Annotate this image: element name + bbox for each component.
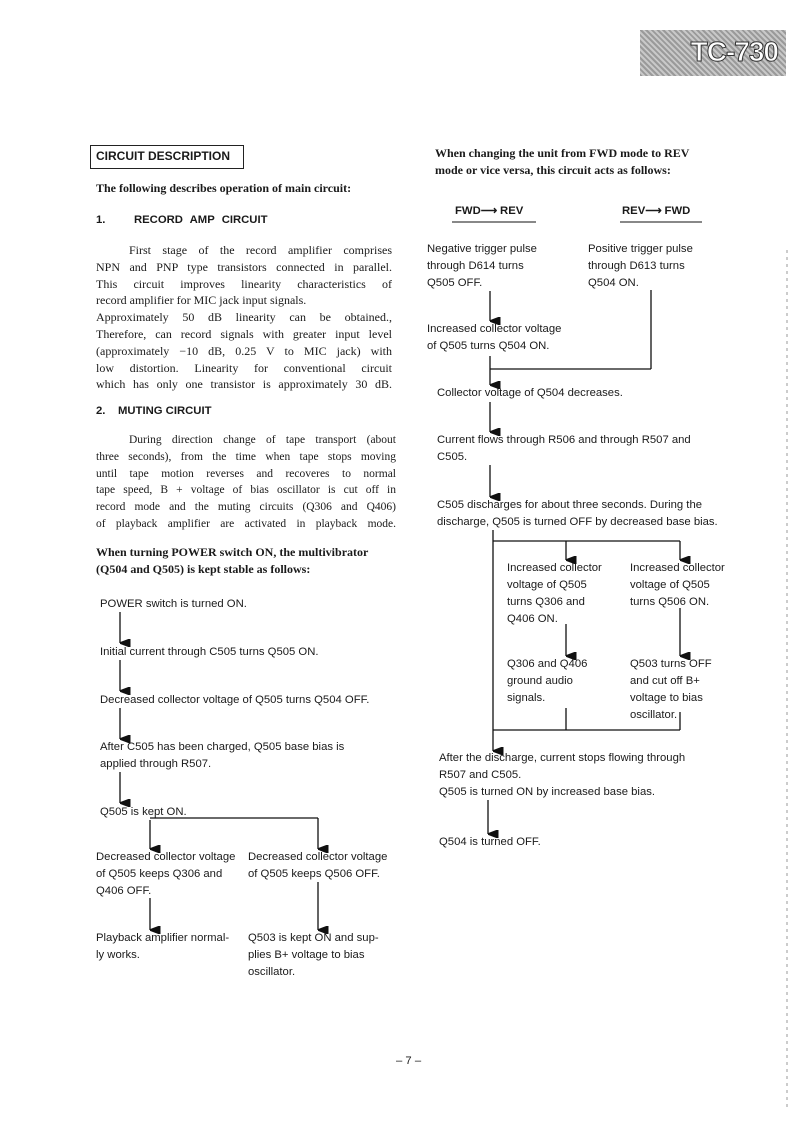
line: (approximately −10 dB, 0.25 V to MIC jack) with	[96, 343, 392, 358]
line: voltage of Q505	[507, 579, 587, 591]
line: mode or vice versa, this circuit acts as follows:	[435, 162, 671, 177]
line: Q406 OFF.	[96, 885, 152, 897]
line: This circuit improves linearity characteristics of	[96, 276, 392, 291]
line: Negative trigger pulse	[427, 243, 537, 255]
line: tape speed, B + voltage of bias oscillator is cut off in	[96, 484, 396, 497]
line: through D614 turns	[427, 260, 524, 272]
line: Increased collector voltage	[427, 323, 562, 335]
line: Approximately 50 dB linearity can be obtained.,	[96, 310, 392, 325]
line: C505.	[437, 451, 468, 463]
line: NPN and PNP type transistors connected in parallel.	[96, 259, 392, 274]
line: oscillator.	[248, 966, 296, 978]
line: R507 and C505.	[439, 769, 522, 781]
line: voltage to bias	[630, 692, 703, 704]
line: discharge, Q505 is turned OFF by decreased base bias.	[437, 516, 718, 528]
sec2-title: 2. MUTING CIRCUIT	[96, 405, 212, 417]
line: plies B+ voltage to bias	[248, 949, 365, 961]
line: through D613 turns	[588, 260, 685, 272]
line: voltage of Q505	[630, 579, 710, 591]
flow-step: POWER switch is turned ON.	[100, 598, 247, 610]
line: record mode and the muting circuits (Q306 and Q406)	[96, 501, 396, 514]
line: turns Q506 ON.	[630, 596, 710, 608]
line: Q503 is kept ON and sup-	[248, 932, 379, 944]
line: During direction change of tape transport (about	[129, 434, 396, 446]
line: three seconds), from the time when tape stops moving	[96, 450, 396, 463]
flow-step: Q504 is turned OFF.	[439, 836, 541, 848]
line: C505 discharges for about three seconds. During the	[437, 499, 703, 511]
line: First stage of the record amplifier comprises	[129, 243, 392, 257]
line: Positive trigger pulse	[588, 243, 693, 255]
line: ground audio	[507, 675, 573, 687]
line: oscillator.	[630, 709, 678, 721]
line: Increased collector	[630, 562, 725, 574]
page-number: – 7 –	[396, 1055, 422, 1067]
model-logo: TC-730	[640, 30, 786, 76]
line: turns Q306 and	[507, 596, 585, 608]
line: Therefore, can record signals with greater input level	[96, 326, 392, 341]
line: Q504 ON.	[588, 277, 639, 289]
line: of playback amplifier are activated in playback mode.	[96, 517, 396, 530]
line: (Q504 and Q505) is kept stable as follows:	[96, 561, 311, 576]
line: Decreased collector voltage	[248, 851, 388, 863]
line: Q505 OFF.	[427, 277, 483, 289]
line: Q306 and Q406	[507, 658, 588, 670]
line: and cut off B+	[630, 675, 700, 687]
line: Current flows through R506 and through R507 and	[437, 434, 691, 446]
sec1-title: 1. RECORD AMP CIRCUIT	[96, 214, 268, 226]
line: Q505 is turned ON by increased base bias.	[439, 786, 656, 798]
line: After the discharge, current stops flowing through	[439, 752, 686, 764]
intro: The following describes operation of main circuit:	[96, 181, 352, 195]
flow-step: Initial current through C505 turns Q505 ON.	[100, 646, 319, 658]
line: of Q505 keeps Q506 OFF.	[248, 868, 380, 880]
line: ly works.	[96, 949, 140, 961]
line: Decreased collector voltage	[96, 851, 236, 863]
section-heading: CIRCUIT DESCRIPTION	[96, 149, 231, 163]
flow-step: After C505 has been charged, Q505 base bias is	[100, 741, 345, 753]
line: Q503 turns OFF	[630, 658, 712, 670]
fwd-rev-label: FWD⟶ REV	[455, 205, 524, 217]
line: record amplifier for MIC jack input signals.	[96, 293, 307, 308]
line: Increased collector	[507, 562, 602, 574]
flow-step: Q505 is kept ON.	[100, 806, 187, 818]
line: When turning POWER switch ON, the multivibrator	[96, 545, 369, 559]
flow-step: applied through R507.	[100, 758, 212, 770]
line: Playback amplifier normal-	[96, 932, 230, 944]
flow-step: Collector voltage of Q504 decreases.	[437, 387, 623, 399]
line: of Q505 keeps Q306 and	[96, 868, 223, 880]
line: When changing the unit from FWD mode to REV	[435, 146, 690, 160]
line: signals.	[507, 692, 546, 704]
flow-step: Decreased collector voltage of Q505 turns Q504 OFF.	[100, 694, 370, 706]
line: low distortion. Linearity for conventional circuit	[96, 360, 392, 375]
line: Q406 ON.	[507, 613, 558, 625]
line: which has only one transistor is approximately 30 dB.	[96, 377, 392, 392]
rev-fwd-label: REV⟶ FWD	[622, 205, 691, 217]
line: of Q505 turns Q504 ON.	[427, 340, 550, 352]
line: until tape motion reverses and recoveres to normal	[96, 467, 396, 480]
